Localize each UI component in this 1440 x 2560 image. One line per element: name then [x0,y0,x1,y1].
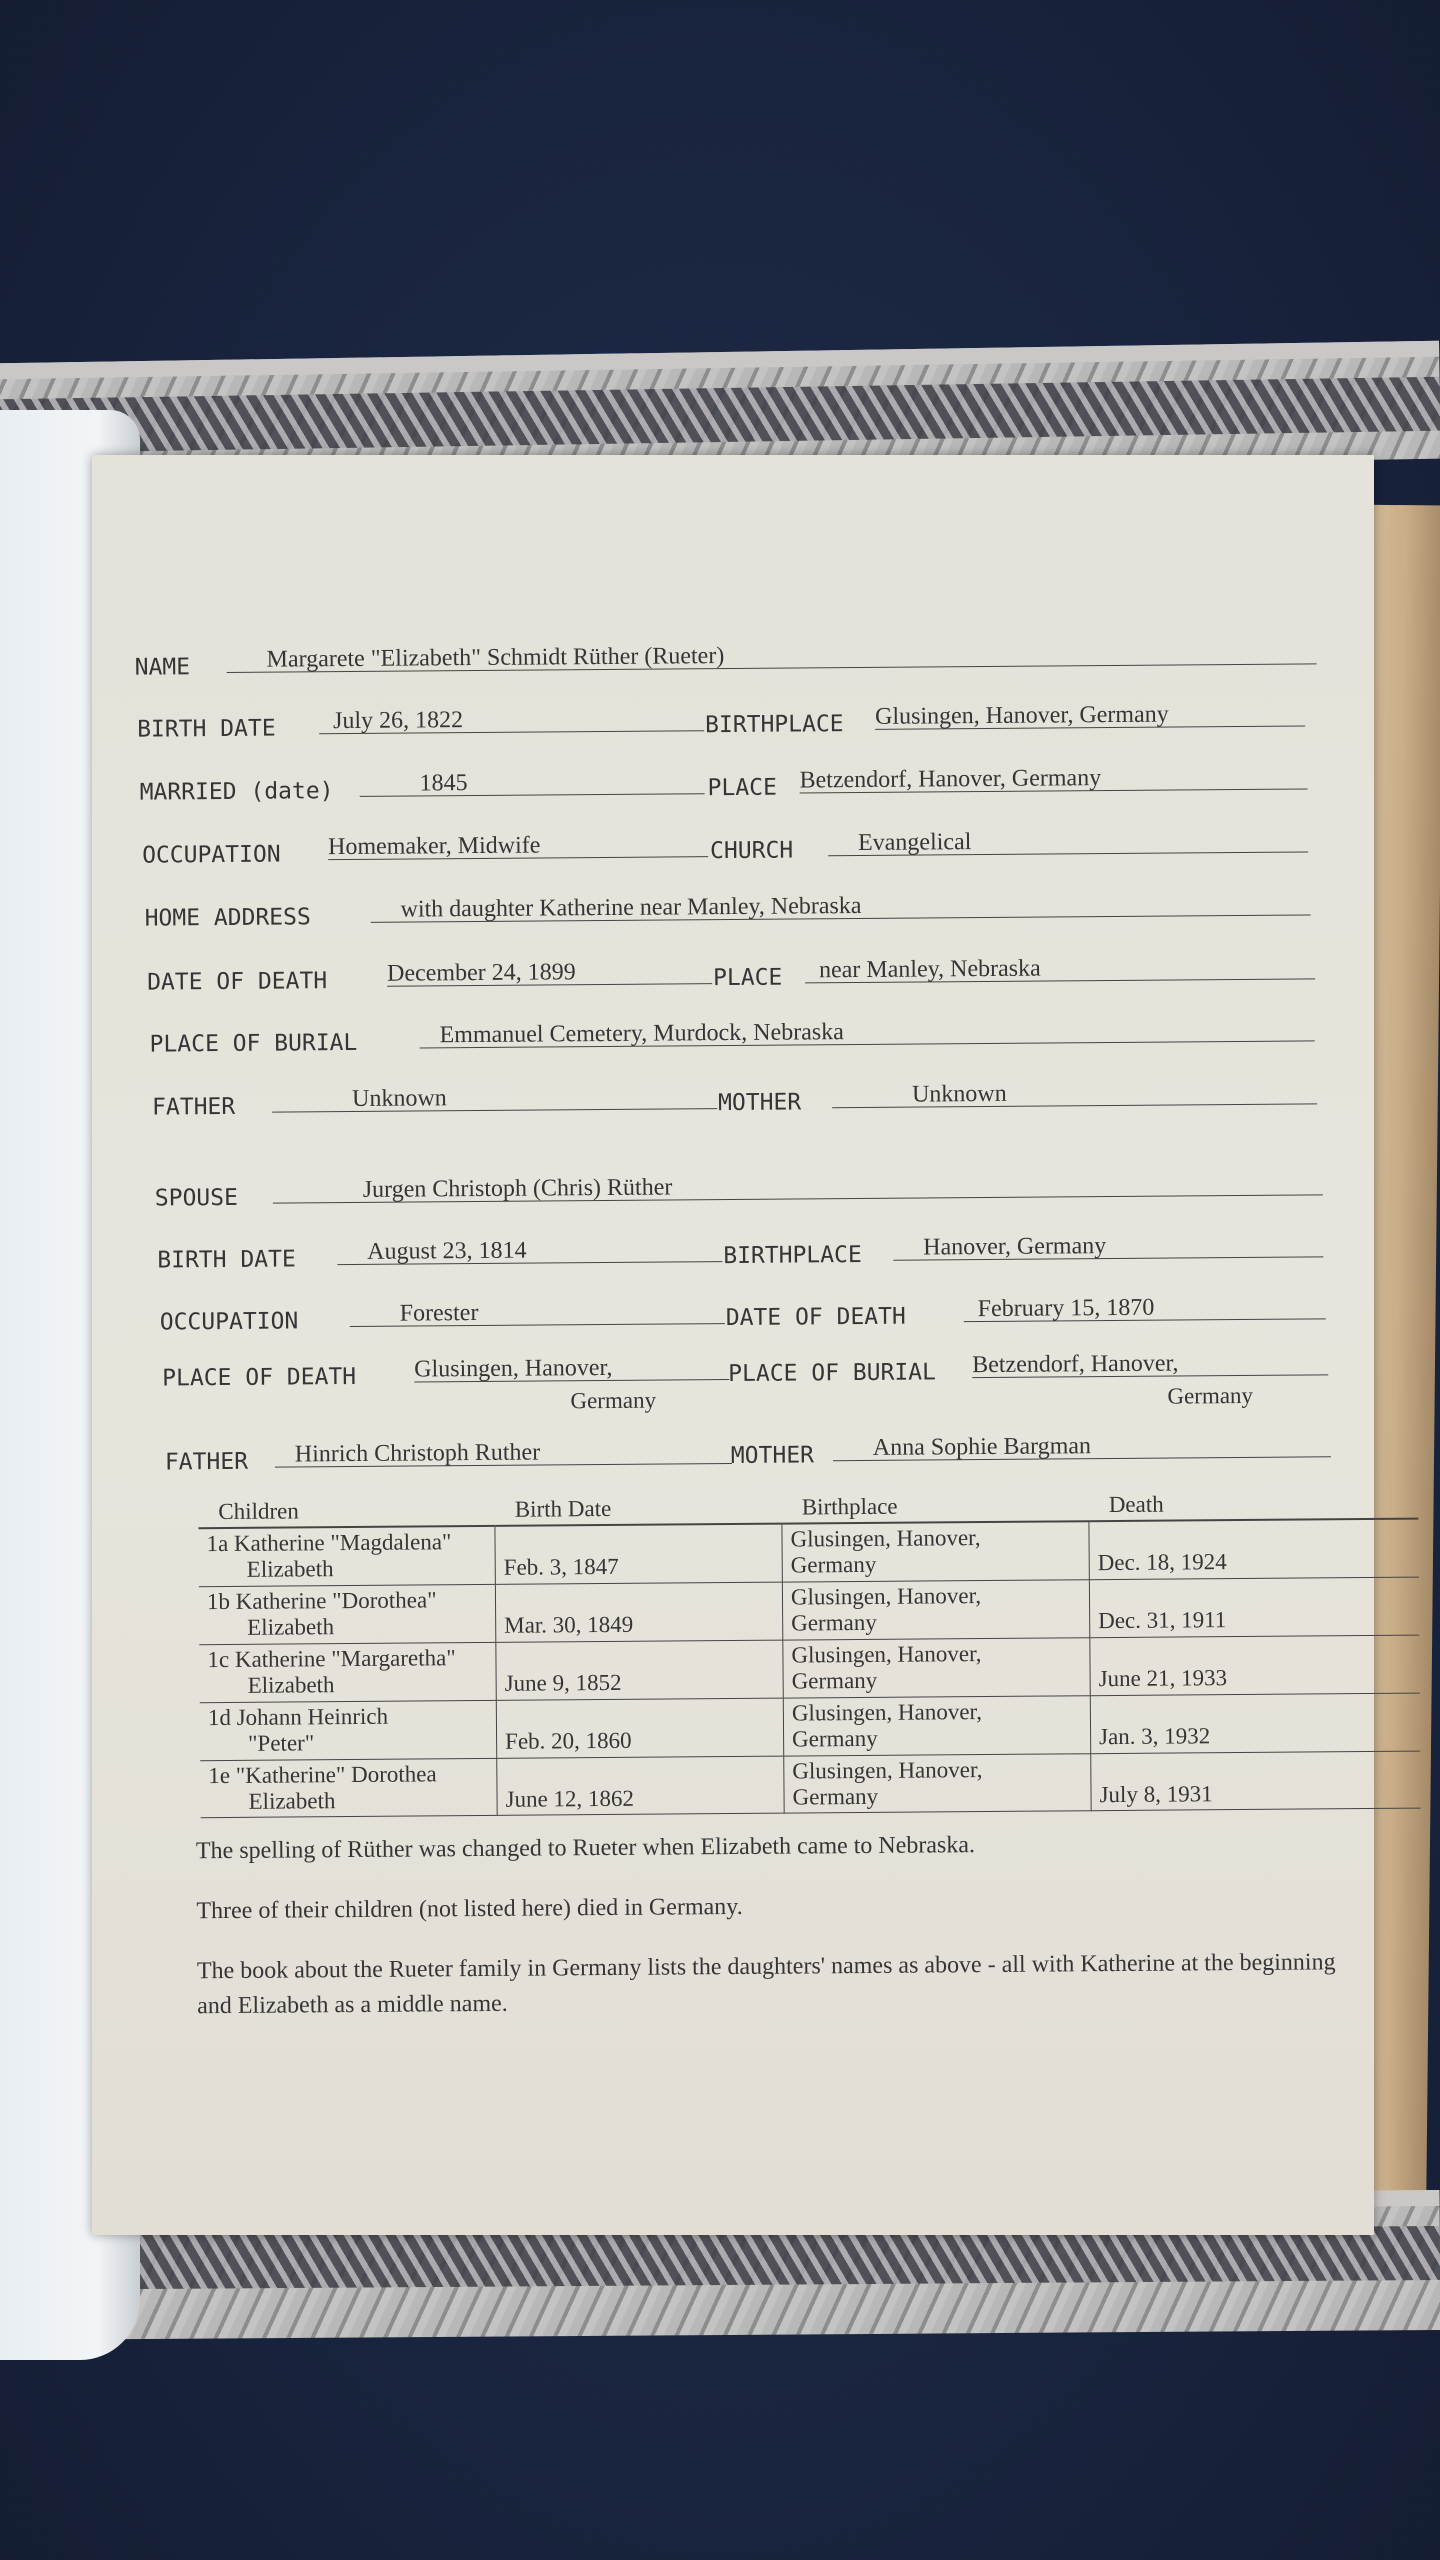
spouse-label: SPOUSE [154,1184,239,1212]
child-birth-date: Feb. 20, 1860 [496,1698,783,1758]
occupation-label: OCCUPATION [142,841,281,869]
spouse-birth-date-value: August 23, 1814 [337,1236,722,1265]
child-birthplace-line1: Glusingen, Hanover, [790,1525,981,1552]
date-of-death-label: DATE OF DEATH [147,968,328,996]
spouse-occupation-label: OCCUPATION [159,1308,299,1336]
child-name-line2: Elizabeth [247,1614,335,1641]
child-name-line1: 1a Katherine "Magdalena" [206,1529,452,1557]
spouse-mother-value: Anna Sophie Bargman [833,1431,1331,1461]
spouse-value: Jurgen Christoph (Chris) Rüther [273,1169,1323,1203]
header-birth-date: Birth Date [495,1495,782,1526]
child-name-line1: 1d Johann Heinrich [207,1703,389,1730]
date-of-death-value: December 24, 1899 [387,958,712,987]
child-birthplace-line2: Germany [791,1610,877,1636]
children-table [198,1490,1420,1819]
spouse-place-of-death-sub: Germany [570,1387,657,1414]
child-birthplace [782,1521,1089,1582]
spouse-father-label: FATHER [164,1448,249,1476]
spouse-place-of-burial-label: PLACE OF BURIAL [728,1359,937,1388]
record-page [92,455,1374,2235]
spouse-date-of-death-value: February 15, 1870 [964,1293,1326,1322]
birthplace-value: Glusingen, Hanover, Germany [875,700,1305,729]
spouse-father-value: Hinrich Christoph Ruther [275,1438,732,1468]
birthplace-label: BIRTHPLACE [705,711,844,739]
spouse-birth-date-label: BIRTH DATE [157,1246,296,1274]
death-place-value: near Manley, Nebraska [805,953,1315,983]
birth-date-label: BIRTH DATE [137,715,276,743]
spouse-birthplace-label: BIRTHPLACE [723,1241,862,1270]
child-birthplace [783,1637,1090,1697]
table-row [200,1751,1420,1818]
table-row [199,1577,1419,1644]
child-death: July 8, 1931 [1091,1751,1421,1811]
father-label: FATHER [152,1093,236,1121]
child-name [199,1642,496,1702]
table-row [200,1693,1420,1760]
spouse-mother-label: MOTHER [730,1442,815,1470]
header-death: Death [1089,1490,1419,1522]
child-name-line1: 1c Katherine "Margaretha" [207,1644,456,1672]
note-spelling: The spelling of Rüther was changed to Rueter when Elizabeth came to Nebraska. [195,1832,976,1865]
child-birth-date: Feb. 3, 1847 [495,1524,782,1585]
child-birthplace-line1: Glusingen, Hanover, [791,1698,983,1726]
church-label: CHURCH [710,837,794,865]
child-name-line2: Elizabeth [246,1556,334,1583]
table-row [198,1519,1418,1587]
spouse-occupation-value: Forester [350,1298,725,1327]
header-birthplace: Birthplace [782,1492,1089,1523]
spouse-place-of-burial-sub: Germany [1167,1382,1254,1409]
spouse-birthplace-value: Hanover, Germany [893,1231,1323,1260]
child-birthplace [784,1753,1091,1813]
place-of-burial-label: PLACE OF BURIAL [149,1029,358,1058]
spouse-place-of-burial-value: Betzendorf, Hanover, [972,1349,1328,1378]
married-place-value: Betzendorf, Hanover, Germany [799,763,1307,793]
home-address-value: with daughter Katherine near Manley, Nebraska [370,889,1310,922]
spouse-place-of-death-label: PLACE OF DEATH [162,1363,357,1392]
birth-date-value: July 26, 1822 [319,705,704,734]
place-of-burial-value: Emmanuel Cemetery, Murdock, Nebraska [419,1015,1314,1048]
child-birthplace-line2: Germany [790,1552,877,1578]
child-birth-date: June 12, 1862 [497,1756,784,1816]
child-birthplace [782,1580,1089,1640]
church-value: Evangelical [828,826,1308,856]
spouse-date-of-death-label: DATE OF DEATH [725,1303,906,1332]
child-death: Dec. 18, 1924 [1089,1519,1419,1580]
child-death: June 21, 1933 [1090,1635,1420,1695]
table-row [199,1635,1419,1702]
child-name-line2: Elizabeth [247,1672,335,1699]
father-value: Unknown [272,1083,717,1112]
mother-value: Unknown [832,1078,1317,1108]
name-label: NAME [134,654,191,681]
note-book: The book about the Rueter family in Germany lists the daughters' names as above - all with Katherine at the beginning and Elizabeth as a middle name. [196,1949,1336,2020]
child-name-line1: 1b Katherine "Dorothea" [206,1587,437,1615]
child-name [200,1700,497,1760]
home-address-label: HOME ADDRESS [144,904,311,932]
occupation-value: Homemaker, Midwife [328,831,708,860]
child-name-line2: Elizabeth [248,1788,336,1814]
name-value: Margarete "Elizabeth" Schmidt Rüther (Rueter) [227,638,1317,673]
death-place-label: PLACE [713,964,783,992]
child-birthplace-line2: Germany [791,1725,878,1752]
married-place-label: PLACE [707,774,777,802]
child-name-line2: "Peter" [248,1730,315,1756]
child-birthplace-line2: Germany [792,1783,879,1810]
married-value: 1845 [359,768,704,797]
child-birthplace-line1: Glusingen, Hanover, [792,1756,983,1784]
spouse-place-of-death-value: Glusingen, Hanover, [414,1354,729,1382]
child-death: Jan. 3, 1932 [1090,1693,1420,1753]
header-children: Children [198,1497,495,1528]
mother-label: MOTHER [717,1089,802,1117]
child-death: Dec. 31, 1911 [1089,1577,1419,1637]
note-children: Three of their children (not listed here) died in Germany. [196,1893,743,1925]
child-birthplace-line1: Glusingen, Hanover, [791,1640,982,1668]
child-birth-date: Mar. 30, 1849 [495,1582,782,1642]
child-birthplace [783,1695,1090,1755]
child-name-line1: 1e "Katherine" Dorothea [208,1760,437,1788]
child-name [200,1758,497,1818]
child-birthplace-line2: Germany [791,1668,878,1694]
child-birth-date: June 9, 1852 [496,1640,783,1700]
child-name [198,1526,495,1587]
child-birthplace-line1: Glusingen, Hanover, [790,1582,982,1610]
child-name [199,1584,496,1644]
married-label: MARRIED (date) [139,778,334,806]
